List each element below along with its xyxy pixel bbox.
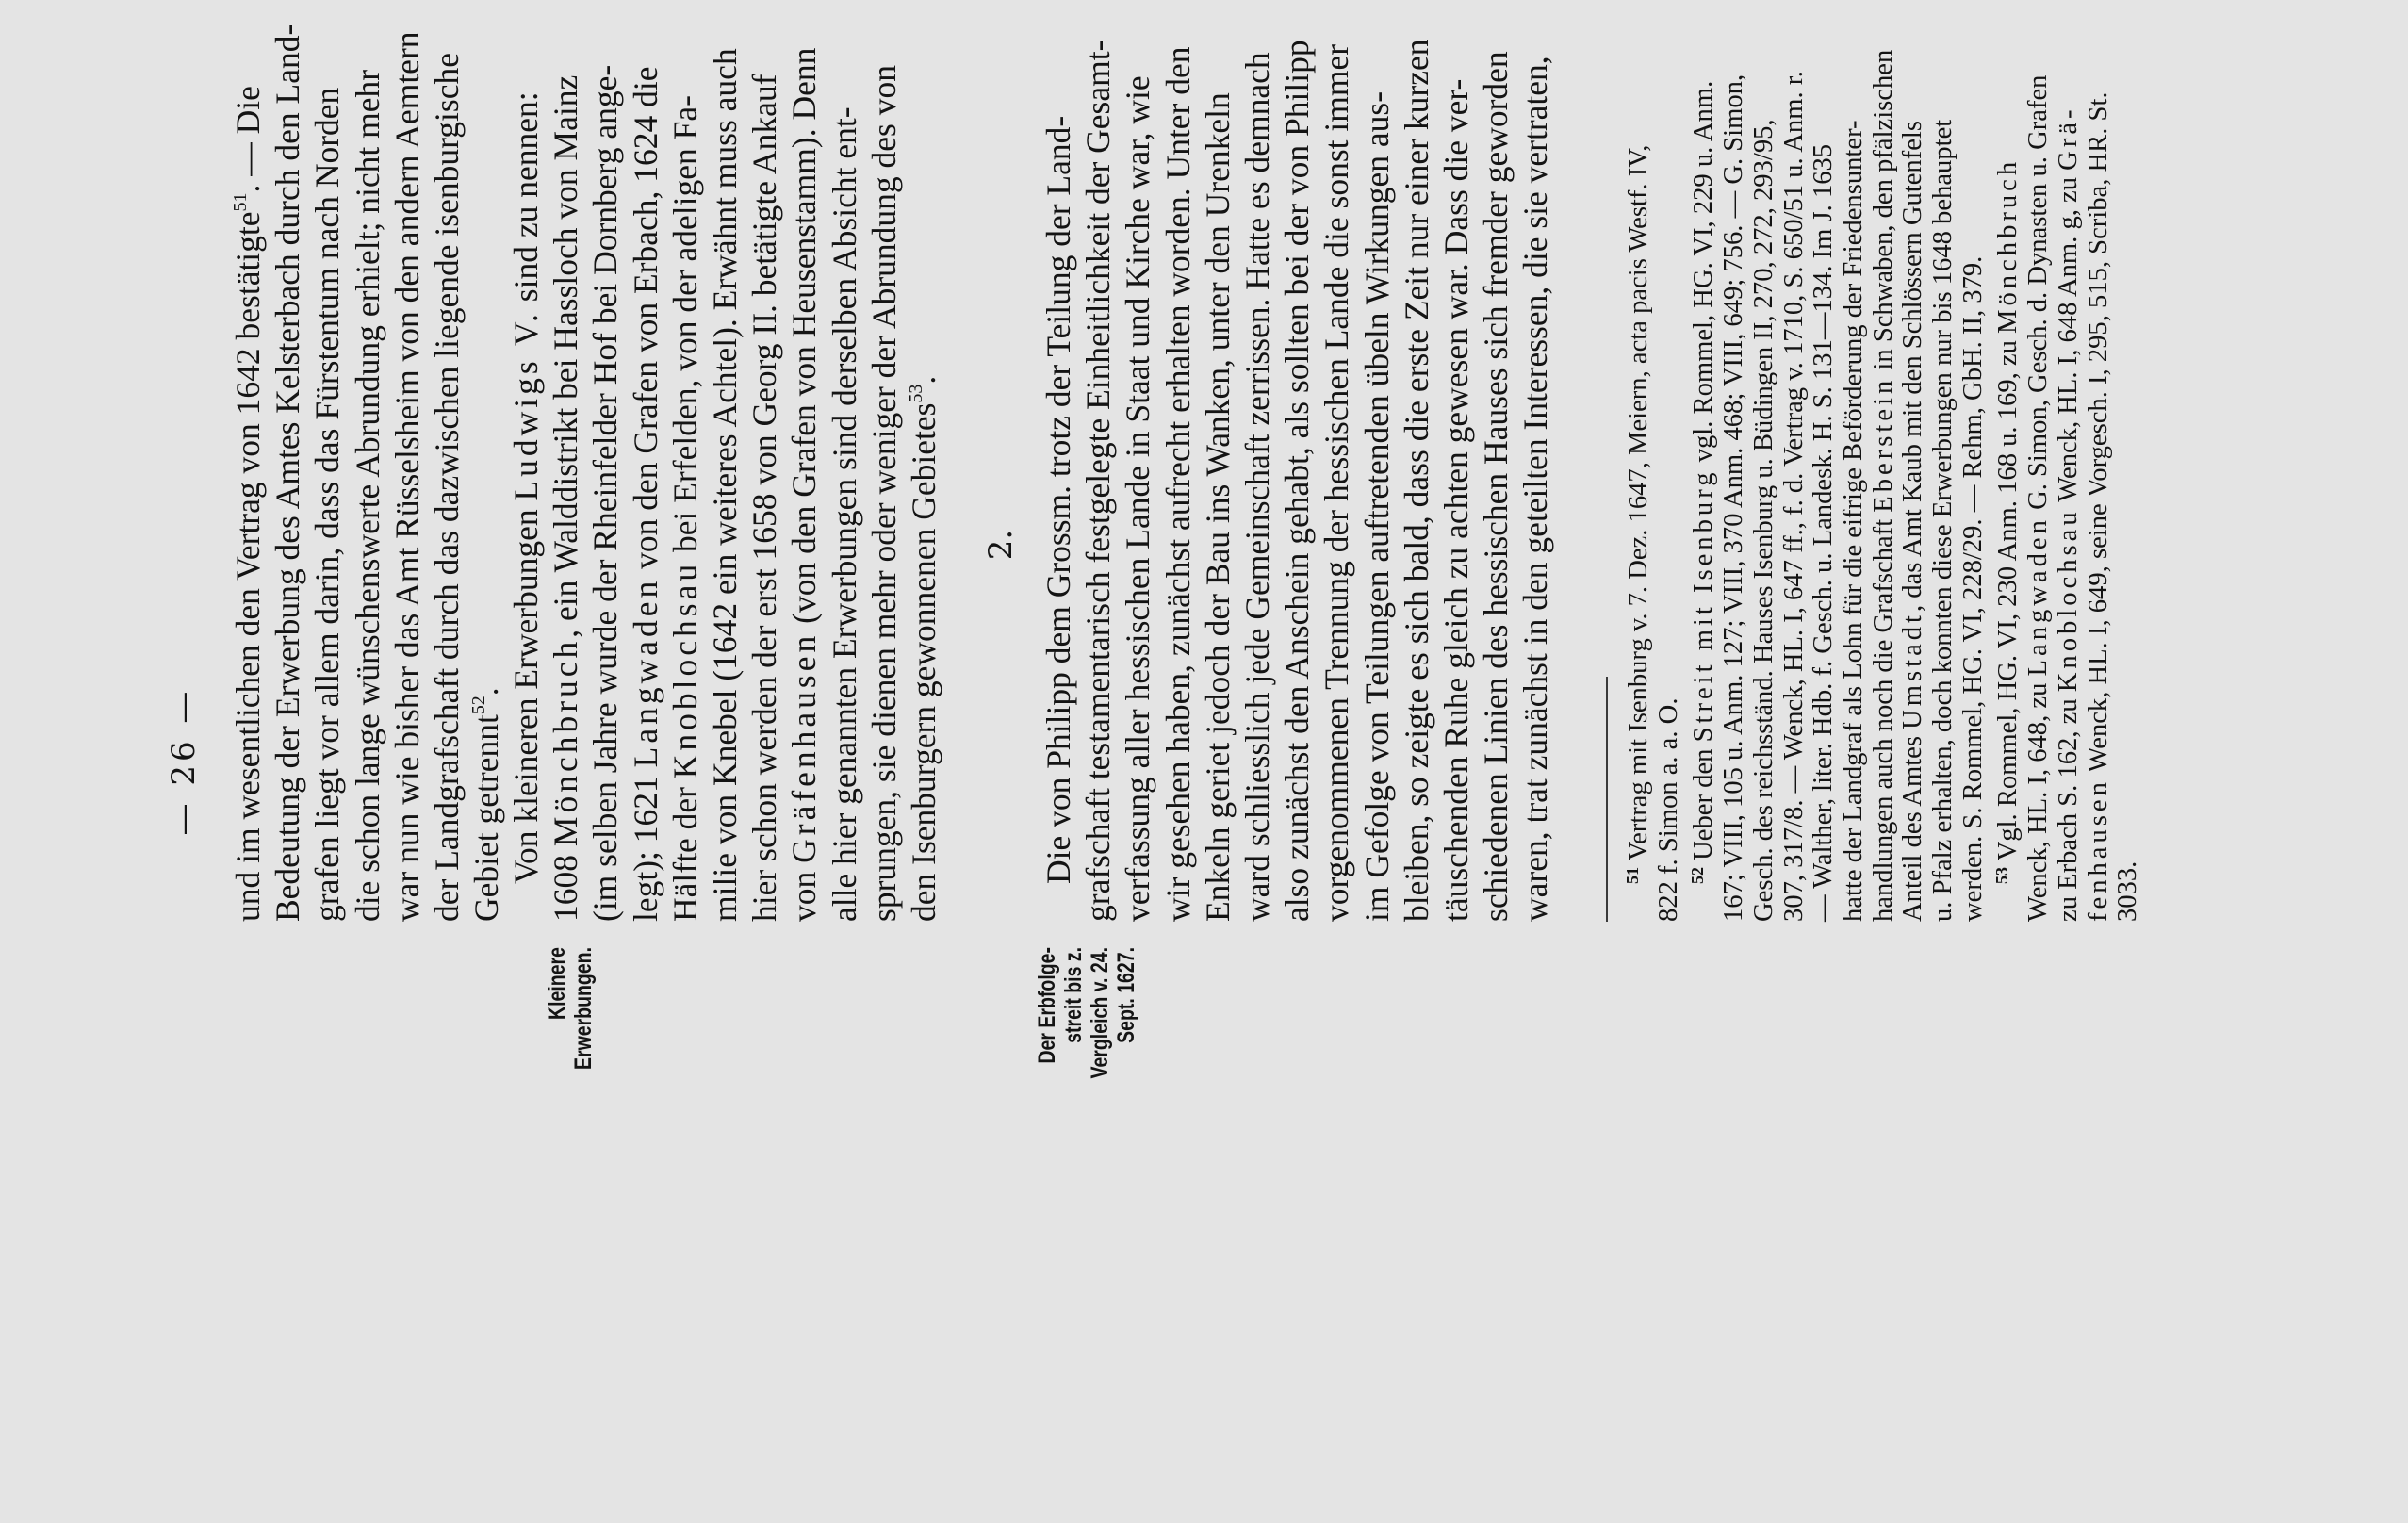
- text-line: 1608 Mönchbruch, ein Walddistrikt bei Hassloch von Mainz: [547, 74, 585, 922]
- paragraph-erbfolgestreit: [1039, 39, 1556, 922]
- footnote-52-line: Anteil des Amtes Umstadt, das Amt Kaub mit den Schlössern Gutenfels: [1898, 121, 1928, 922]
- footnote-52-line: 307, 317/8. — Wenck, HL. I, 647 ff., f. d. Vertrag v. 1710, S. 650/51 u. Anm. r.: [1778, 71, 1809, 922]
- text-line: sprungen, sie dienen mehr oder weniger der Abrundung des von: [864, 65, 903, 922]
- text-line: Enkeln geriet jedoch der Bau ins Wanken, unter den Urenkeln: [1198, 92, 1237, 922]
- text-line: von Gräfenhausen (von den Grafen von Heusenstamm). Denn: [785, 47, 824, 922]
- text-line: im Gefolge von Teilungen auftretenden übeln Wirkungen aus-: [1357, 90, 1396, 922]
- footnote-53-line: 3033.: [2113, 860, 2143, 922]
- text-line: ward schliesslich jede Gemeinschaft zerrissen. Hatte es demnach: [1238, 52, 1277, 922]
- sidenote-erbfolgestreit: Der Erbfolge-streit bis z. Vergleich v. 24. Sept. 1627.: [1034, 947, 1139, 1079]
- text-line: legt); 1621 Langwaden von den Grafen von Erbach, 1624 die: [626, 66, 664, 922]
- text-line: schiedenen Linien des hessischen Hauses sich fremder geworden: [1477, 51, 1515, 922]
- text-line: verfassung aller hessischen Lande in Staat und Kirche war, wie: [1119, 75, 1157, 922]
- footnote-51-line: 822 f. Simon a. a. O.: [1653, 697, 1683, 922]
- footnote-52-line: $^{52}$ Ueber den Streit mit Isenburg vgl. Rommel, HG. VI, 229 u. Anm.: [1688, 80, 1719, 884]
- paragraph-kelsterbach: [228, 24, 506, 922]
- text-line: hier schon werden der erst 1658 von Georg II. betätigte Ankauf: [745, 74, 784, 922]
- footnote-rule: [1606, 677, 1608, 922]
- paragraph-kleinere-erwerbungen: [506, 47, 943, 922]
- text-line: also zunächst den Anschein gehabt, als sollten bei der von Philipp: [1278, 40, 1317, 922]
- text-line: bleiben, so zeigte es sich bald, dass die erste Zeit nur einer kurzen: [1397, 39, 1435, 922]
- text-line: waren, trat zunächst in den geteilten Interessen, die sie vertraten,: [1516, 56, 1555, 922]
- text-line: vorgenommenen Trennung der hessischen Lande die sonst immer: [1318, 43, 1356, 922]
- text-line: den Isenburgern gewonnenen Gebietes$^{53}$.: [905, 375, 943, 922]
- footnote-53-line: Wenck, HL. I, 648, zu Langwaden G. Simon, Gesch. d. Dynasten u. Grafen: [2023, 74, 2054, 922]
- text-line: Bedeutung der Erwerbung des Amtes Kelsterbach durch den Land-: [269, 24, 307, 922]
- footnote-53-line: zu Erbach S. 162, zu Knoblochsau Wenck, HL. I, 648 Anm. g, zu Grä-: [2053, 106, 2083, 922]
- text-line: der Landgrafschaft durch das dazwischen liegende isenburgische: [428, 53, 467, 922]
- footnote-52-line: werden. S. Rommel, HG. VI, 228/29. — Rehm, GbH. II, 379.: [1958, 255, 1988, 922]
- text-line: wir gesehen haben, zunächst aufrecht erhalten worden. Unter den: [1158, 46, 1197, 922]
- page-sheet: [63, 24, 2363, 1487]
- text-line: (im selben Jahre wurde der Rheinfelder Hof bei Dornberg ange-: [586, 64, 625, 922]
- footnote-52-line: handlungen auch noch die Grafschaft Eberstein in Schwaben, den pfälzischen: [1868, 49, 1898, 922]
- footnote-52-line: Gesch. des reichsständ. Hauses Isenburg u. Büdingen II, 270, 272, 293/95,: [1748, 119, 1778, 922]
- page-header: — 26 —: [165, 687, 203, 836]
- text-line: täuschenden Ruhe gleich zu achten gewesen war. Dass die ver-: [1437, 78, 1476, 922]
- text-line: und im wesentlichen den Vertrag von 1642 bestätigte$^{51}$. — Die: [229, 86, 267, 922]
- footnote-52-line: — Walther, liter. Hdb. f. Gesch. u. Landesk. H. S. 131—134. Im J. 1635: [1809, 143, 1839, 922]
- text-line: Von kleineren Erwerbungen Ludwigs V. sind zu nennen:: [507, 91, 545, 884]
- text-line: grafschaft testamentarisch festgelegte Einheitlichkeit der Gesamt-: [1079, 40, 1118, 922]
- footnote-53-line: fenhausen Wenck, HL. I, 649, seine Vorgesch. I, 295, 515, Scriba, HR. St.: [2083, 91, 2113, 922]
- text-line: alle hier genannten Erwerbungen sind derselben Absicht ent-: [825, 106, 863, 922]
- text-line: milie von Knebel (1642 ein weiteres Achtel). Erwähnt muss auch: [706, 48, 745, 922]
- footnote-53-line: $^{53}$ Vgl. Rommel, HG. VI, 230 Anm. 168 u. 169, zu Mönchbruch: [1992, 157, 2023, 884]
- footnote-51-line: $^{51}$ Vertrag mit Isenburg v. 7. Dez. 1647, Meiern, acta pacis Westf. IV,: [1623, 144, 1653, 884]
- text-line: Die von Philipp dem Grossm. trotz der Teilung der Land-: [1040, 115, 1077, 884]
- text-line: Hälfte der Knoblochsau bei Erfelden, von der adeligen Fa-: [665, 95, 704, 922]
- footnotes: [1618, 49, 2143, 922]
- text-line: war nun wie bisher das Amt Rüsselsheim von den andern Aemtern: [387, 31, 426, 922]
- text-line: grafen liegt vor allem darin, dass das Fürstentum nach Norden: [308, 87, 347, 922]
- text-line: Gebiet getrennt$^{52}$.: [467, 687, 506, 922]
- footnote-52-line: hatte der Landgraf als Lohn für die eifrige Beförderung der Friedensunter-: [1838, 120, 1868, 922]
- text-line: die schon lange wünschenswerte Abrundung erhielt; nicht mehr: [348, 69, 386, 922]
- sidenote-kleinere-erwerbungen: Kleinere Erwerbungen.: [544, 947, 597, 1071]
- footnote-52-line: 167; VIII, 105 u. Anm. 127; VIII, 370 Anm. 468; VIII, 649; 756. — G. Simon,: [1719, 74, 1749, 922]
- section-number: 2.: [982, 529, 1020, 561]
- footnote-52-line: u. Pfalz erhalten, doch konnten diese Erwerbungen nur bis 1648 behauptet: [1928, 119, 1958, 922]
